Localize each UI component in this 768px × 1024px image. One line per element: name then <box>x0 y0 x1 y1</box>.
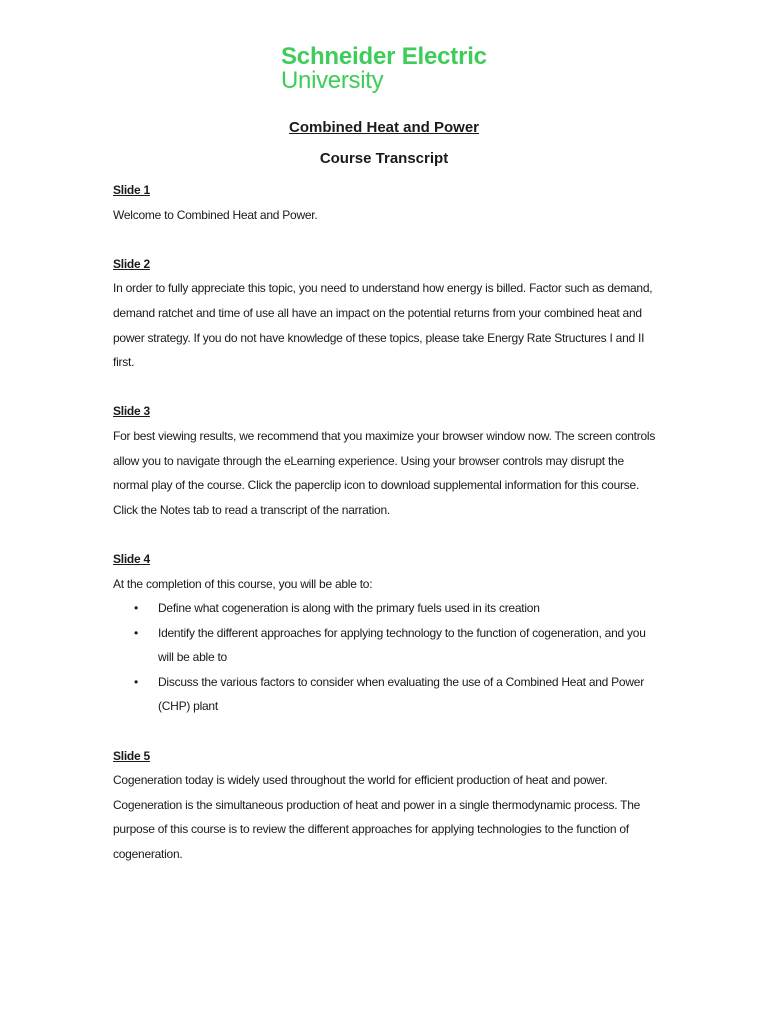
list-item <box>113 596 658 621</box>
slide-heading: Slide 5 <box>113 748 150 763</box>
list-item <box>113 670 658 719</box>
slide-paragraph: For best viewing results, we recommend that you maximize your browser window now. The screen controls allow you to navigate through the eLearning experience. Using your browser controls may disrupt the normal play of the course. Click the paperclip icon to download supplemental information for this course. Click the Notes tab to read a transcript of the narration. <box>113 428 656 517</box>
bullet-icon: • <box>134 674 138 689</box>
bullet-icon: • <box>134 625 138 640</box>
slide-section-5 <box>113 744 658 867</box>
bullet-icon: • <box>134 601 138 616</box>
document-title: Combined Heat and Power <box>288 119 480 136</box>
slide-section-4 <box>113 547 658 719</box>
list-item-text: Define what cogeneration is along with the primary fuels used in its creation <box>158 601 540 616</box>
slide-paragraph: Welcome to Combined Heat and Power. <box>113 207 318 222</box>
transcript-body <box>113 178 658 891</box>
schneider-electric-university-logo <box>281 44 489 96</box>
slide-paragraph: In order to fully appreciate this topic, you need to understand how energy is billed. Factor such as demand, demand ratchet and time of use all have an impact on the potential returns from your combined heat and power strategy. If you do not have knowledge of these topics, please take Energy Rate Structures I and II first. <box>113 281 653 370</box>
list-item-text: Discuss the various factors to consider when evaluating the use of a Combined Heat and Power (CHP) plant <box>158 674 644 714</box>
list-item <box>113 621 658 670</box>
logo-brand-name: Schneider Electric <box>281 43 487 70</box>
slide-section-3 <box>113 399 658 522</box>
objectives-list <box>113 596 658 719</box>
slide-heading: Slide 4 <box>113 551 150 566</box>
logo-university-text: University <box>281 67 384 94</box>
slide-paragraph: At the completion of this course, you will be able to: <box>113 576 373 591</box>
slide-heading: Slide 1 <box>113 183 150 197</box>
slide-paragraph: Cogeneration today is widely used throughout the world for efficient production of heat and power. Cogeneration is the simultaneous production of heat and power in a single thermodynamic process. The purpose of this course is to review the different approaches for applying technologies to the function of cogeneration. <box>113 773 641 862</box>
slide-heading: Slide 3 <box>113 404 150 419</box>
slide-heading: Slide 2 <box>113 256 150 271</box>
document-subtitle: Course Transcript <box>319 150 449 167</box>
slide-section-2 <box>113 252 658 375</box>
slide-section-1 <box>113 178 658 227</box>
list-item-text: Identify the different approaches for applying technology to the function of cogeneration, and you will be able to <box>158 625 646 665</box>
